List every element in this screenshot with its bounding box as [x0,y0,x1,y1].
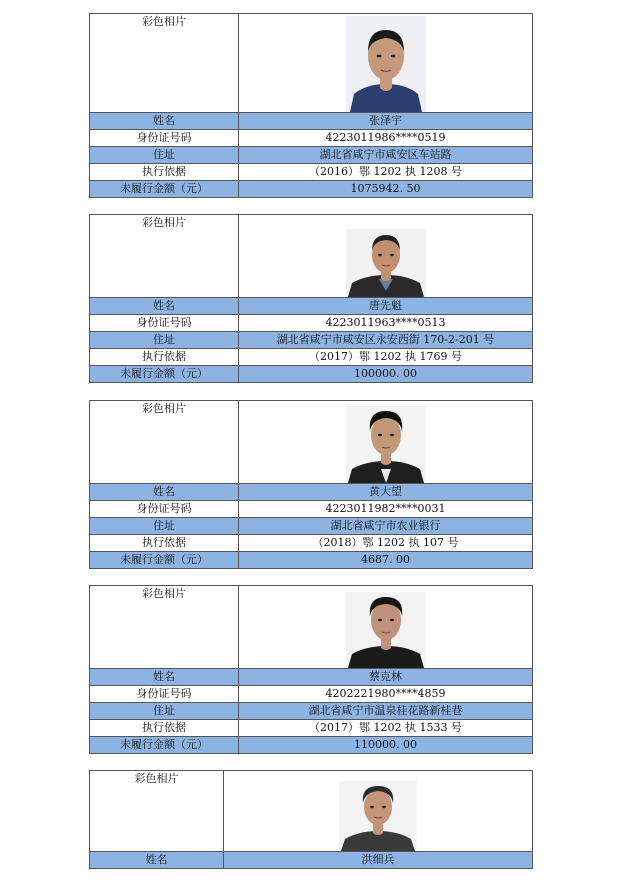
label-address: 住址 [90,147,239,164]
record-3-table [89,400,533,569]
value-basis: （2018）鄂 1202 执 107 号 [239,535,533,552]
value-id: 4223011986****0519 [239,130,533,147]
value-name: 洪细兵 [224,852,533,869]
value-amount: 110000. 00 [239,737,533,754]
photo-eye-left [378,619,382,621]
value-id: 4202221980****4859 [239,686,533,703]
photo-face [364,789,392,825]
value-amount: 100000. 00 [239,366,533,383]
label-basis: 执行依据 [90,349,239,366]
label-basis: 执行依据 [90,164,239,181]
record-4-table [89,585,533,754]
portrait-photo [346,405,426,483]
label-amount: 未履行金额（元） [90,181,239,198]
photo-cell [239,401,533,484]
record-1 [89,13,532,198]
label-basis: 执行依据 [90,720,239,737]
label-name: 姓名 [90,298,239,315]
portrait-photo [346,592,426,668]
value-basis: （2016）鄂 1202 执 1208 号 [239,164,533,181]
label-id: 身份证号码 [90,130,239,147]
record-3 [89,400,532,569]
label-name: 姓名 [90,113,239,130]
photo-label: 彩色相片 [90,586,239,669]
record-5-table [89,770,533,869]
label-name: 姓名 [90,852,224,869]
record-2-table [89,214,533,383]
photo-eye-left [370,806,374,808]
photo-eye-right [390,619,394,621]
photo-eye-left [378,434,382,436]
portrait-photo [346,229,426,297]
value-basis: （2017）鄂 1202 执 1533 号 [239,720,533,737]
value-basis: （2017）鄂 1202 执 1769 号 [239,349,533,366]
value-name: 唐先魁 [239,298,533,315]
label-address: 住址 [90,518,239,535]
photo-eye-right [382,806,386,808]
label-id: 身份证号码 [90,315,239,332]
photo-eye-right [390,55,394,58]
portrait-photo [339,781,417,851]
label-address: 住址 [90,703,239,720]
photo-eye-right [390,254,394,256]
photo-cell [239,215,533,298]
photo-label: 彩色相片 [90,215,239,298]
value-address: 湖北省咸宁市农业银行 [239,518,533,535]
record-1-table [89,13,533,198]
value-name: 张泽宇 [239,113,533,130]
photo-eye-right [390,434,394,436]
label-name: 姓名 [90,669,239,686]
photo-eye-left [378,254,382,256]
record-4 [89,585,532,754]
label-id: 身份证号码 [90,686,239,703]
photo-cell [224,771,533,852]
value-amount: 4687. 00 [239,552,533,569]
value-name: 黄大望 [239,484,533,501]
label-name: 姓名 [90,484,239,501]
photo-label: 彩色相片 [90,14,239,113]
label-address: 住址 [90,332,239,349]
value-address: 湖北省咸宁市咸安区永安西街 170-2-201 号 [239,332,533,349]
label-amount: 未履行金额（元） [90,366,239,383]
photo-label: 彩色相片 [90,401,239,484]
value-id: 4223011982****0031 [239,501,533,518]
label-amount: 未履行金额（元） [90,737,239,754]
value-address: 湖北省咸宁市咸安区车站路 [239,147,533,164]
value-id: 4223011963****0513 [239,315,533,332]
photo-eye-left [376,55,380,58]
photo-label: 彩色相片 [90,771,224,852]
record-5 [89,770,532,869]
portrait-photo [346,16,426,112]
value-name: 蔡克林 [239,669,533,686]
label-basis: 执行依据 [90,535,239,552]
label-amount: 未履行金额（元） [90,552,239,569]
record-2 [89,214,532,383]
value-amount: 1075942. 50 [239,181,533,198]
photo-cell [239,14,533,113]
photo-cell [239,586,533,669]
label-id: 身份证号码 [90,501,239,518]
value-address: 湖北省咸宁市温泉桂花路新桂巷 [239,703,533,720]
